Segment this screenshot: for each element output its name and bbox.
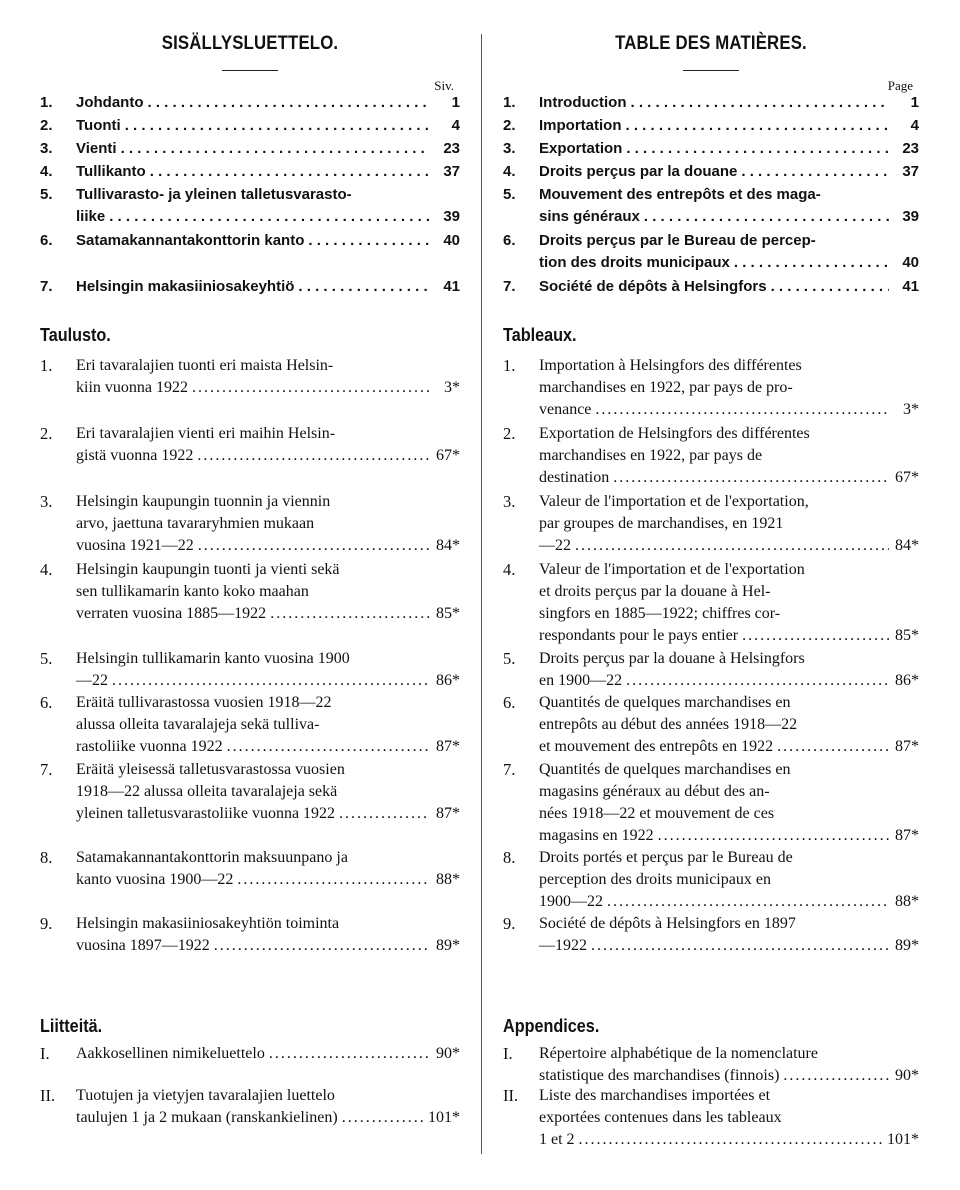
entry-number: 9. (503, 914, 516, 933)
page-number: 3* (903, 401, 919, 418)
entry-text (539, 692, 919, 758)
dot-leader (658, 825, 889, 847)
dot-leader (783, 1065, 889, 1087)
entry-line: Helsingin kaupungin tuonnin ja viennin (76, 493, 331, 510)
entry-line: et droits perçus par la douane à Hel- (539, 583, 771, 600)
dot-leader (109, 206, 430, 228)
entry-line: 1900—22 (539, 893, 603, 910)
entry-line: 1 et 2 (539, 1131, 575, 1148)
page-number: 1 (451, 94, 460, 111)
dot-leader (198, 535, 430, 557)
dot-leader (227, 736, 430, 758)
entry-text (539, 648, 919, 692)
page-number: 4 (910, 117, 919, 134)
entry-number: 1. (40, 356, 53, 375)
entry-line: Quantités de quelques marchandises en (539, 694, 791, 711)
entry-number: II. (503, 1086, 519, 1105)
page-column-heading: Page (887, 78, 913, 93)
page-number: 23 (443, 140, 460, 157)
entry-line: 1918—22 alussa olleita tavaralajeja sekä (76, 783, 338, 800)
entry-number: 6. (503, 232, 516, 249)
dot-leader (630, 92, 889, 114)
dot-leader (595, 399, 889, 421)
entry-text (76, 423, 460, 467)
dot-leader (339, 803, 430, 825)
page-title: SISÄLLYSLUETTELO. (161, 32, 339, 54)
entry-number: 3. (503, 140, 516, 157)
entry-number: 8. (503, 848, 516, 867)
entry-text (539, 1085, 919, 1151)
entry-line: perception des droits municipaux en (539, 871, 771, 888)
entry-line: Droits portés et perçus par le Bureau de (539, 849, 793, 866)
entry-number: I. (40, 1044, 50, 1063)
page-number: 87* (895, 827, 919, 844)
entry-line: Mouvement des entrepôts et des maga- (539, 186, 821, 203)
page-number: 87* (436, 738, 460, 755)
entry-number: 5. (503, 186, 516, 203)
entry-line: Eräitä yleisessä talletusvarastossa vuosien (76, 761, 345, 778)
entry-text (76, 115, 460, 137)
entry-text (539, 847, 919, 913)
entry-text (76, 491, 460, 557)
dot-leader (125, 115, 430, 137)
entry-text (539, 184, 919, 228)
entry-text (76, 230, 460, 252)
entry-line: Satamakannantakonttorin maksuunpano ja (76, 849, 348, 866)
entry-line: Quantités de quelques marchandises en (539, 761, 791, 778)
entry-number: 1. (503, 356, 516, 375)
entry-number: 4. (40, 560, 53, 579)
page-number: 37 (443, 163, 460, 180)
page-number: 67* (436, 447, 460, 464)
page-number: 41 (443, 278, 460, 295)
entry-text (76, 1043, 460, 1065)
dot-leader (270, 603, 430, 625)
page-title: TABLE DES MATIÈRES. (615, 32, 807, 54)
page-number: 87* (436, 805, 460, 822)
entry-text (539, 115, 919, 137)
entry-number: 6. (40, 693, 53, 712)
page-number: 41 (902, 278, 919, 295)
entry-line: Répertoire alphabétique de la nomenclature (539, 1045, 818, 1062)
entry-line: singfors en 1885—1922; chiffres cor- (539, 605, 781, 622)
entry-text (76, 161, 460, 183)
entry-line: exportées contenues dans les tableaux (539, 1109, 782, 1126)
entry-number: 3. (503, 492, 516, 511)
page-number: 90* (436, 1045, 460, 1062)
page-number: 84* (436, 537, 460, 554)
dot-leader (613, 467, 889, 489)
dot-leader (112, 670, 430, 692)
page-column-heading: Siv. (434, 78, 454, 93)
entry-line: entrepôts au début des années 1918—22 (539, 716, 798, 733)
entry-text (76, 184, 460, 228)
page-number: 3* (444, 379, 460, 396)
entry-number: 9. (40, 914, 53, 933)
page-number: 39 (443, 208, 460, 225)
entry-line: sen tullikamarin kanto koko maahan (76, 583, 309, 600)
dot-leader (607, 891, 889, 913)
entry-line: Valeur de l'importation et de l'exportation (539, 561, 805, 578)
appendices-heading: Liitteitä. (40, 1016, 103, 1036)
entry-line: Tullikanto (76, 163, 146, 180)
entry-text (76, 759, 460, 825)
entry-line: venance (539, 401, 592, 418)
entry-line: Eri tavaralajien tuonti eri maista Helsin- (76, 357, 334, 374)
dot-leader (734, 252, 889, 274)
entry-line: Introduction (539, 94, 627, 111)
entry-text (539, 913, 919, 957)
entry-line: Aakkosellinen nimikeluettelo (76, 1045, 265, 1062)
dot-leader (742, 625, 889, 647)
page-number: 85* (436, 605, 460, 622)
entry-line: —22 (539, 537, 571, 554)
entry-number: 6. (503, 693, 516, 712)
dot-leader (150, 161, 430, 183)
page-number: 37 (902, 163, 919, 180)
page-number: 40 (902, 254, 919, 271)
entry-text (539, 559, 919, 647)
entry-text (76, 92, 460, 114)
entry-line: destination (539, 469, 610, 486)
entry-number: I. (503, 1044, 513, 1063)
page-number: 101* (887, 1131, 919, 1148)
entry-text (76, 138, 460, 160)
page-number: 4 (451, 117, 460, 134)
page-number: 84* (895, 537, 919, 554)
page-number: 101* (428, 1109, 460, 1126)
entry-line: Tuotujen ja vietyjen tavaralajien luettelo (76, 1087, 335, 1104)
entry-number: 2. (40, 424, 53, 443)
entry-line: respondants pour le pays entier (539, 627, 739, 644)
page-number: 89* (436, 937, 460, 954)
dot-leader (591, 935, 889, 957)
page-number: 86* (895, 672, 919, 689)
entry-line: kanto vuosina 1900—22 (76, 871, 234, 888)
appendices-heading: Appendices. (503, 1016, 600, 1036)
entry-line: marchandises en 1922, par pays de (539, 447, 763, 464)
dot-leader (741, 161, 889, 183)
title-rule (222, 70, 278, 71)
title-rule (683, 70, 739, 71)
entry-number: 5. (40, 186, 53, 203)
entry-line: Eräitä tullivarastossa vuosien 1918—22 (76, 694, 332, 711)
entry-number: 6. (40, 232, 53, 249)
entry-number: 7. (40, 760, 53, 779)
entry-line: Helsingin makasiiniosakeyhtiö (76, 278, 295, 295)
entry-text (76, 1085, 460, 1129)
entry-line: Vienti (76, 140, 117, 157)
dot-leader (626, 115, 890, 137)
entry-line: Importation (539, 117, 622, 134)
entry-text (539, 138, 919, 160)
dot-leader (237, 869, 430, 891)
entry-line: statistique des marchandises (finnois) (539, 1067, 780, 1084)
entry-text (76, 648, 460, 692)
entry-line: taulujen 1 ja 2 mukaan (ranskankielinen) (76, 1109, 338, 1126)
entry-number: 1. (40, 94, 53, 111)
dot-leader (575, 535, 889, 557)
entry-text (539, 92, 919, 114)
dot-leader (626, 670, 889, 692)
dot-leader (269, 1043, 430, 1065)
entry-line: tion des droits municipaux (539, 254, 730, 271)
entry-line: Tullivarasto- ja yleinen talletusvarasto- (76, 186, 352, 203)
entry-text (76, 913, 460, 957)
dot-leader (626, 138, 889, 160)
dot-leader (192, 377, 430, 399)
entry-line: yleinen talletusvarastoliike vuonna 1922 (76, 805, 336, 822)
entry-number: 2. (503, 424, 516, 443)
dot-leader (148, 92, 431, 114)
entry-line: Eri tavaralajien vienti eri maihin Helsin- (76, 425, 336, 442)
entry-line: magasins en 1922 (539, 827, 654, 844)
entry-number: 5. (40, 649, 53, 668)
entry-line: Droits perçus par la douane à Helsingfors (539, 650, 805, 667)
entry-number: 3. (40, 492, 53, 511)
entry-line: Satamakannantakonttorin kanto (76, 232, 305, 249)
tables-heading: Tableaux. (503, 325, 577, 345)
page-number: 85* (895, 627, 919, 644)
page-number: 40 (443, 232, 460, 249)
entry-text (76, 559, 460, 625)
entry-line: Helsingin kaupungin tuonti ja vienti sekä (76, 561, 340, 578)
entry-line: Helsingin tullikamarin kanto vuosina 1900 (76, 650, 350, 667)
dot-leader (308, 230, 430, 252)
entry-number: 5. (503, 649, 516, 668)
entry-line: Liste des marchandises importées et (539, 1087, 771, 1104)
entry-line: gistä vuonna 1922 (76, 447, 194, 464)
entry-line: liike (76, 208, 106, 225)
entry-line: sins généraux (539, 208, 640, 225)
dot-leader (214, 935, 430, 957)
entry-text (76, 276, 460, 298)
entry-text (539, 276, 919, 298)
entry-number: 3. (40, 140, 53, 157)
entry-number: 1. (503, 94, 516, 111)
entry-line: —22 (76, 672, 108, 689)
dot-leader (121, 138, 430, 160)
dot-leader (197, 445, 430, 467)
entry-text (76, 692, 460, 758)
page-number: 86* (436, 672, 460, 689)
entry-line: Exportation (539, 140, 623, 157)
entry-line: par groupes de marchandises, en 1921 (539, 515, 784, 532)
dot-leader (579, 1129, 883, 1151)
page-number: 67* (895, 469, 919, 486)
page-number: 87* (895, 738, 919, 755)
entry-number: 4. (503, 163, 516, 180)
entry-line: magasins généraux au début des an- (539, 783, 770, 800)
page-number: 23 (902, 140, 919, 157)
entry-text (539, 161, 919, 183)
entry-number: II. (40, 1086, 56, 1105)
entry-line: Droits perçus par la douane (539, 163, 738, 180)
entry-line: et mouvement des entrepôts en 1922 (539, 738, 774, 755)
page-number: 1 (910, 94, 919, 111)
entry-line: Valeur de l'importation et de l'exportation, (539, 493, 809, 510)
entry-line: Société de dépôts à Helsingfors (539, 278, 767, 295)
dot-leader (298, 276, 430, 298)
page-number: 88* (436, 871, 460, 888)
entry-text (539, 1043, 919, 1087)
entry-number: 4. (503, 560, 516, 579)
entry-text (539, 759, 919, 847)
entry-line: verraten vuosina 1885—1922 (76, 605, 267, 622)
entry-line: marchandises en 1922, par pays de pro- (539, 379, 793, 396)
tables-heading: Taulusto. (40, 325, 111, 345)
page-number: 89* (895, 937, 919, 954)
entry-line: arvo, jaettuna tavararyhmien mukaan (76, 515, 315, 532)
entry-number: 2. (40, 117, 53, 134)
entry-text (539, 491, 919, 557)
entry-line: nées 1918—22 et mouvement de ces (539, 805, 775, 822)
entry-line: Société de dépôts à Helsingfors en 1897 (539, 915, 796, 932)
entry-number: 7. (503, 278, 516, 295)
entry-text (539, 230, 919, 274)
entry-text (539, 355, 919, 421)
entry-line: Droits perçus par le Bureau de percep- (539, 232, 816, 249)
page-number: 90* (895, 1067, 919, 1084)
entry-line: Helsingin makasiiniosakeyhtiön toiminta (76, 915, 340, 932)
entry-text (76, 847, 460, 891)
entry-line: Tuonti (76, 117, 121, 134)
entry-line: Importation à Helsingfors des différentes (539, 357, 802, 374)
entry-number: 4. (40, 163, 53, 180)
page-number: 88* (895, 893, 919, 910)
dot-leader (777, 736, 889, 758)
entry-number: 7. (40, 278, 53, 295)
entry-line: en 1900—22 (539, 672, 623, 689)
entry-line: Johdanto (76, 94, 144, 111)
page-number: 39 (902, 208, 919, 225)
dot-leader (644, 206, 889, 228)
column-divider (481, 34, 482, 1154)
entry-line: vuosina 1921—22 (76, 537, 194, 554)
entry-number: 8. (40, 848, 53, 867)
entry-text (539, 423, 919, 489)
entry-number: 2. (503, 117, 516, 134)
dot-leader (771, 276, 889, 298)
entry-line: Exportation de Helsingfors des différentes (539, 425, 810, 442)
entry-line: alussa olleita tavaralajeja sekä tulliva- (76, 716, 320, 733)
entry-line: vuosina 1897—1922 (76, 937, 210, 954)
dot-leader (342, 1107, 424, 1129)
entry-line: —1922 (539, 937, 587, 954)
entry-line: rastoliike vuonna 1922 (76, 738, 223, 755)
entry-line: kiin vuonna 1922 (76, 379, 188, 396)
entry-number: 7. (503, 760, 516, 779)
entry-text (76, 355, 460, 399)
